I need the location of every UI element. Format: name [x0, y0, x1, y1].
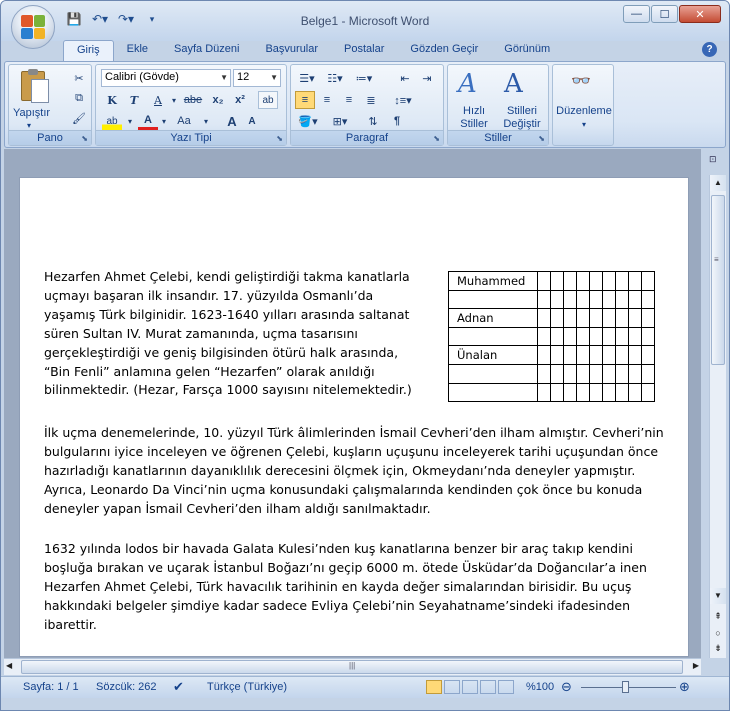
group-duzenleme	[552, 64, 614, 146]
language[interactable]: Türkçe (Türkiye)	[207, 681, 288, 693]
group-label-paragraf: Paragraf	[291, 130, 443, 145]
close-button[interactable]: ✕	[679, 5, 721, 23]
change-styles-button[interactable]	[498, 105, 546, 131]
table-row	[449, 272, 655, 291]
bullets-icon[interactable]: ☰▾	[299, 72, 315, 85]
table-cell[interactable]	[603, 383, 616, 402]
table-name-cell[interactable]	[449, 290, 538, 309]
maximize-button[interactable]: ☐	[651, 5, 678, 23]
table-cell[interactable]	[629, 383, 642, 402]
align-center-icon[interactable]: ≡	[323, 94, 331, 106]
print-layout-icon[interactable]	[426, 680, 442, 694]
table-cell[interactable]	[642, 272, 655, 291]
office-button[interactable]	[11, 5, 55, 49]
show-formatting-marks-icon[interactable]: ¶	[393, 115, 401, 127]
italic-button[interactable]: T	[129, 93, 139, 107]
quick-styles-icon[interactable]: A	[458, 69, 477, 99]
table-cell[interactable]	[551, 272, 564, 291]
table-cell[interactable]	[629, 309, 642, 328]
window-controls	[623, 5, 721, 23]
table-cell[interactable]	[616, 346, 629, 365]
vertical-scrollbar[interactable]	[709, 175, 726, 658]
align-left-icon[interactable]: ≡	[295, 91, 315, 109]
table-cell[interactable]	[577, 383, 590, 402]
table-cell[interactable]	[538, 364, 551, 383]
ribbon	[4, 61, 726, 148]
zoom-level[interactable]: %100	[526, 681, 555, 693]
table-cell[interactable]	[642, 327, 655, 346]
status-bar	[1, 676, 729, 698]
title-bar	[1, 1, 729, 41]
editing-button[interactable]: Düzenleme	[556, 105, 612, 117]
change-styles-icon[interactable]: A	[504, 69, 523, 99]
format-painter-icon[interactable]: 🖌	[72, 112, 86, 125]
subscript-button[interactable]: x₂	[212, 94, 224, 106]
group-label-yazi-tipi: Yazı Tipi	[96, 130, 286, 145]
table-cell[interactable]	[629, 346, 642, 365]
view-buttons	[426, 680, 514, 694]
font-name-combo[interactable]	[101, 69, 231, 87]
quick-styles-label-1: Hızlı	[463, 105, 485, 117]
sort-icon[interactable]: ⇅	[368, 115, 378, 128]
table-cell[interactable]	[577, 346, 590, 365]
table-cell[interactable]	[603, 346, 616, 365]
change-case-dropdown-icon[interactable]: ▾	[203, 116, 208, 126]
table-cell[interactable]	[590, 327, 603, 346]
name-grid-table	[448, 271, 655, 402]
tab-gozden-gecir[interactable]: Gözden Geçir	[410, 43, 479, 55]
draft-icon[interactable]	[498, 680, 514, 694]
web-layout-icon[interactable]	[462, 680, 478, 694]
table-cell[interactable]	[590, 383, 603, 402]
binoculars-icon[interactable]: 👓	[571, 73, 591, 90]
chevron-down-icon: ▼	[220, 73, 228, 82]
table-row	[449, 309, 655, 328]
tab-sayfa-duzeni[interactable]: Sayfa Düzeni	[174, 43, 240, 55]
shrink-font-button[interactable]: A	[248, 115, 256, 127]
table-cell[interactable]	[564, 383, 577, 402]
table-cell[interactable]	[551, 383, 564, 402]
table-cell[interactable]	[551, 309, 564, 328]
scroll-down-icon[interactable]: ▼	[710, 588, 726, 604]
table-cell[interactable]	[551, 364, 564, 383]
full-screen-reading-icon[interactable]	[444, 680, 460, 694]
zoom-slider-thumb[interactable]	[622, 681, 629, 693]
table-name-cell[interactable]: Ünalan	[449, 346, 538, 365]
table-cell[interactable]	[590, 346, 603, 365]
paragraf-launcher-icon[interactable]: ⬊	[433, 134, 440, 143]
scroll-left-icon[interactable]: ◀	[6, 661, 13, 670]
paragraph-3: 1632 yılında lodos bir havada Galata Kulesi’nden kuş kanatlarına benzer bir araç takıp kendini boşluğa bırakan ve uçarak İstanbul Boğazı’nı geçip 6000 m. ötede Üsküdar’da Doğancılar’a inen Hezarfen Ahmet Çelebi, Türk havacılık tarihinin en kayda değer simalarından birisidir. Bu uçuş hakkındaki belgeler şimdiye kadar sadece Evliya Çelebi’nin Seyahatname’sindeki ifadesinden ibarettir.	[44, 541, 647, 632]
strikethrough-button[interactable]: abe	[183, 94, 203, 106]
table-cell[interactable]	[577, 290, 590, 309]
chevron-down-icon: ▼	[270, 73, 278, 82]
table-cell[interactable]	[538, 309, 551, 328]
table-cell[interactable]	[538, 327, 551, 346]
group-label-stiller: Stiller	[448, 130, 548, 145]
table-cell[interactable]	[564, 327, 577, 346]
editing-dropdown-icon[interactable]: ▾	[581, 120, 586, 129]
underline-dropdown-icon[interactable]: ▾	[171, 95, 176, 105]
stiller-launcher-icon[interactable]: ⬊	[538, 134, 545, 143]
table-cell[interactable]	[577, 327, 590, 346]
font-size-value: 12	[237, 71, 250, 83]
vertical-scroll-thumb[interactable]	[711, 195, 725, 365]
table-cell[interactable]	[616, 327, 629, 346]
table-cell[interactable]	[538, 383, 551, 402]
table-cell[interactable]	[551, 290, 564, 309]
table-cell[interactable]	[616, 309, 629, 328]
shading-icon[interactable]: 🪣▾	[298, 115, 318, 128]
numbering-icon[interactable]: ☷▾	[327, 72, 343, 85]
select-browse-object-icon[interactable]: ○	[715, 628, 721, 638]
tab-giris[interactable]: Giriş	[63, 40, 114, 61]
change-case-button[interactable]: Aa	[177, 115, 191, 127]
previous-page-icon[interactable]: ⇞	[714, 611, 722, 621]
customize-qat-icon[interactable]: ▾	[149, 13, 155, 24]
table-cell[interactable]	[564, 309, 577, 328]
align-right-icon[interactable]: ≡	[345, 94, 353, 106]
grip-icon: |||	[349, 661, 356, 670]
table-cell[interactable]	[642, 364, 655, 383]
copy-icon[interactable]: ⧉	[75, 91, 83, 104]
table-name-cell[interactable]: Adnan	[449, 309, 538, 328]
table-cell[interactable]	[551, 327, 564, 346]
change-styles-label-1: Stilleri	[507, 105, 537, 117]
table-cell[interactable]	[577, 309, 590, 328]
table-cell[interactable]	[551, 346, 564, 365]
table-cell[interactable]	[603, 290, 616, 309]
superscript-button[interactable]: x²	[235, 94, 245, 106]
table-cell[interactable]	[590, 364, 603, 383]
ribbon-tabs	[63, 40, 563, 61]
table-cell[interactable]	[616, 272, 629, 291]
table-cell[interactable]	[603, 327, 616, 346]
zoom-out-icon[interactable]: ⊖	[561, 679, 572, 694]
multilevel-list-icon[interactable]: ≔▾	[355, 72, 373, 85]
group-yazi-tipi	[95, 64, 287, 146]
window-title: Belge1 - Microsoft Word	[300, 14, 430, 28]
table-cell[interactable]	[577, 364, 590, 383]
table-cell[interactable]	[564, 290, 577, 309]
group-pano	[8, 64, 92, 146]
table-cell[interactable]	[577, 272, 590, 291]
table-cell[interactable]	[616, 290, 629, 309]
paste-button[interactable]: Yapıştır	[13, 107, 51, 119]
table-cell[interactable]	[629, 272, 642, 291]
paragraph-1: Hezarfen Ahmet Çelebi, kendi geliştirdiği takma kanatlarla uçmayı başaran ilk insandır. 17. yüzyılda Osmanlı’da yaşamış Türk bilginidir. 1623-1640 yılları arasında saltanat süren Sultan IV. Murat zamanında, uçma tasarısını gerçekleştirdiği ve geniş bilgisinden ötürü halk arasında, “Bin Fenli” anlamına gelen “Hezarfen” olarak anıldığı bilinmektedir. (Hezar, Farsça 1000 sayısını nitelemektedir.)	[44, 269, 412, 398]
group-paragraf	[290, 64, 444, 146]
page-count[interactable]: Sayfa: 1 / 1	[23, 681, 79, 693]
table-cell[interactable]	[642, 346, 655, 365]
justify-icon[interactable]: ≣	[366, 94, 376, 107]
font-name-value: Calibri (Gövde)	[105, 71, 179, 83]
paragraph-2: İlk uçma denemelerinde, 10. yüzyıl Türk âlimlerinden İsmail Cevheri’den ilham almıştır. Cevheri’nin bulgularını iyice inceleyen ve öğrenen Çelebi, kuşların uçuşunu inceleyerek tarihi uçuşundan önce hazırladığı kanatlarının dayanıklılık derecesini ölçmek için, Okmeydanı’nda deneyler yapmıştır. Ayrıca, Leonardo Da Vinci’nin uçma konusundaki çalışmalarında kendinden çok önce bu konuda deneyler yapan İsmail Cevheri’den ilham aldığı sanılmaktadır.	[44, 425, 664, 516]
grow-font-button[interactable]: A	[227, 113, 237, 129]
table-cell[interactable]	[538, 272, 551, 291]
paste-dropdown-icon[interactable]: ▾	[27, 121, 32, 130]
next-page-icon[interactable]: ⇟	[714, 643, 722, 653]
cut-icon[interactable]: ✂	[74, 72, 84, 85]
table-name-cell[interactable]	[449, 327, 538, 346]
yazi-tipi-launcher-icon[interactable]: ⬊	[276, 134, 283, 143]
underline-button[interactable]: A	[154, 93, 162, 107]
table-cell[interactable]	[564, 364, 577, 383]
zoom-in-icon[interactable]: ⊕	[679, 679, 690, 694]
scroll-up-icon[interactable]: ▲	[710, 175, 726, 191]
table-cell[interactable]	[603, 272, 616, 291]
bold-button[interactable]: K	[107, 93, 117, 107]
quick-styles-button[interactable]	[456, 105, 492, 131]
tab-basvurular[interactable]: Başvurular	[265, 43, 319, 55]
group-stiller	[447, 64, 549, 146]
highlight-dropdown-icon[interactable]: ▾	[127, 116, 132, 126]
table-name-cell[interactable]	[449, 383, 538, 402]
tab-gorunum[interactable]: Görünüm	[504, 43, 551, 55]
table-cell[interactable]	[629, 290, 642, 309]
minimize-button[interactable]: —	[623, 5, 650, 23]
table-cell[interactable]	[629, 364, 642, 383]
table-name-cell[interactable]	[449, 364, 538, 383]
change-styles-label-2: Değiştir	[503, 118, 541, 130]
grip-icon: ≡	[714, 255, 719, 264]
view-ruler-icon[interactable]: ⊡	[709, 154, 717, 164]
scroll-right-icon[interactable]: ▶	[692, 661, 699, 670]
font-color-icon[interactable]: A	[138, 112, 158, 130]
word-count[interactable]: Sözcük: 262	[96, 681, 157, 693]
decrease-indent-icon[interactable]: ⇤	[400, 72, 410, 85]
table-row	[449, 383, 655, 402]
line-spacing-icon[interactable]: ↕≡▾	[394, 94, 412, 107]
group-label-pano: Pano	[9, 130, 91, 145]
table-cell[interactable]	[642, 309, 655, 328]
increase-indent-icon[interactable]: ⇥	[422, 72, 432, 85]
proofing-icon[interactable]: ✔	[173, 679, 184, 694]
save-icon[interactable]: 💾	[66, 12, 82, 26]
font-size-combo[interactable]	[233, 69, 281, 87]
office-logo-icon	[21, 15, 45, 39]
table-cell[interactable]	[590, 272, 603, 291]
table-name-cell[interactable]: Muhammed	[449, 272, 538, 291]
table-row	[449, 364, 655, 383]
tab-ekle[interactable]: Ekle	[126, 43, 149, 55]
table-row	[449, 327, 655, 346]
borders-icon[interactable]: ⊞▾	[332, 115, 348, 128]
horizontal-scrollbar[interactable]	[4, 658, 701, 675]
tab-postalar[interactable]: Postalar	[344, 43, 385, 55]
highlight-color-icon[interactable]: ab	[102, 112, 122, 130]
undo-icon[interactable]: ↶▾	[91, 12, 109, 26]
table-cell[interactable]	[538, 290, 551, 309]
table-cell[interactable]	[642, 290, 655, 309]
help-icon[interactable]: ?	[702, 42, 717, 57]
redo-icon[interactable]: ↷▾	[117, 12, 135, 26]
pano-launcher-icon[interactable]: ⬊	[81, 134, 88, 143]
outline-icon[interactable]	[480, 680, 496, 694]
table-cell[interactable]	[603, 309, 616, 328]
document-area	[4, 149, 701, 658]
table-cell[interactable]	[590, 290, 603, 309]
document-page[interactable]	[19, 177, 689, 657]
font-color-dropdown-icon[interactable]: ▾	[161, 116, 166, 126]
table-cell[interactable]	[603, 364, 616, 383]
table-cell[interactable]	[564, 346, 577, 365]
table-row	[449, 346, 655, 365]
table-cell[interactable]	[590, 309, 603, 328]
clear-formatting-icon[interactable]: ab	[258, 91, 278, 109]
table-cell[interactable]	[616, 364, 629, 383]
table-cell[interactable]	[538, 346, 551, 365]
table-cell[interactable]	[629, 327, 642, 346]
table-cell[interactable]	[564, 272, 577, 291]
quick-styles-label-2: Stiller	[460, 118, 488, 130]
table-row	[449, 290, 655, 309]
paste-icon[interactable]	[17, 69, 51, 105]
table-cell[interactable]	[616, 383, 629, 402]
table-cell[interactable]	[642, 383, 655, 402]
